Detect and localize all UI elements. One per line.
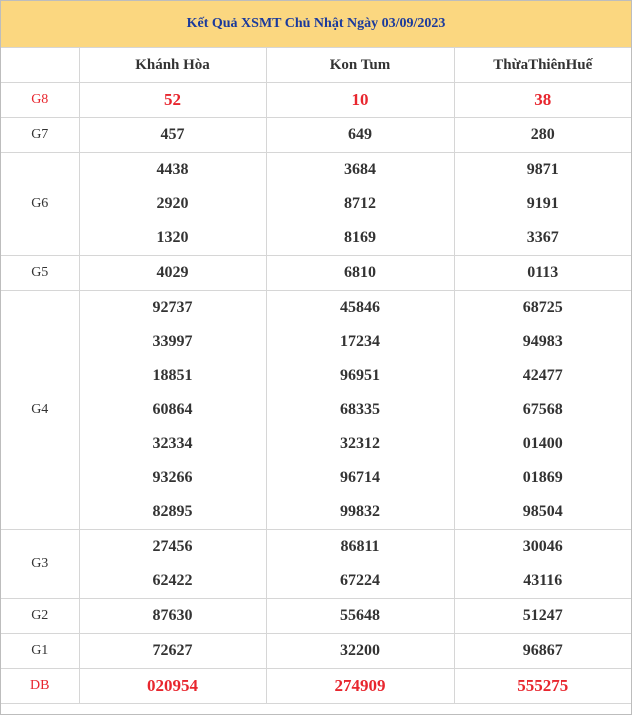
result-number: 1320 bbox=[79, 221, 266, 256]
result-number: 68335 bbox=[266, 393, 454, 427]
result-number: 72627 bbox=[79, 634, 266, 669]
header-row bbox=[1, 48, 631, 83]
result-number: 649 bbox=[266, 118, 454, 153]
prize-row-g3 bbox=[1, 530, 631, 565]
result-number: 457 bbox=[79, 118, 266, 153]
result-number: 99832 bbox=[266, 495, 454, 530]
result-number: 86811 bbox=[266, 530, 454, 565]
result-number: 01400 bbox=[454, 427, 631, 461]
prize-row-g4 bbox=[1, 427, 631, 461]
prize-label-g6: G6 bbox=[1, 153, 79, 256]
prize-row-g4 bbox=[1, 359, 631, 393]
prize-row-g8 bbox=[1, 83, 631, 118]
result-number: 98504 bbox=[454, 495, 631, 530]
result-number: 51247 bbox=[454, 599, 631, 634]
prize-row-g2 bbox=[1, 599, 631, 634]
result-number: 020954 bbox=[79, 669, 266, 704]
result-number: 68725 bbox=[454, 291, 631, 326]
result-number: 92737 bbox=[79, 291, 266, 326]
result-number: 32312 bbox=[266, 427, 454, 461]
prize-row-g4 bbox=[1, 393, 631, 427]
result-number: 8169 bbox=[266, 221, 454, 256]
prize-row-g6 bbox=[1, 187, 631, 221]
result-number: 10 bbox=[266, 83, 454, 118]
result-number: 52 bbox=[79, 83, 266, 118]
prize-row-g6 bbox=[1, 221, 631, 256]
prize-label-g7: G7 bbox=[1, 118, 79, 153]
prize-row-g4 bbox=[1, 495, 631, 530]
result-number: 9871 bbox=[454, 153, 631, 188]
prize-label-g3: G3 bbox=[1, 530, 79, 599]
result-number: 67568 bbox=[454, 393, 631, 427]
result-number: 42477 bbox=[454, 359, 631, 393]
result-number: 2920 bbox=[79, 187, 266, 221]
header-province-khanh-hoa: Khánh Hòa bbox=[79, 48, 266, 83]
prize-row-g4 bbox=[1, 325, 631, 359]
result-number: 82895 bbox=[79, 495, 266, 530]
result-number: 18851 bbox=[79, 359, 266, 393]
result-number: 30046 bbox=[454, 530, 631, 565]
result-number: 55648 bbox=[266, 599, 454, 634]
result-number: 17234 bbox=[266, 325, 454, 359]
result-number: 01869 bbox=[454, 461, 631, 495]
prize-label-g8: G8 bbox=[1, 83, 79, 118]
result-number: 94983 bbox=[454, 325, 631, 359]
prize-row-g4 bbox=[1, 461, 631, 495]
result-number: 33997 bbox=[79, 325, 266, 359]
result-number: 38 bbox=[454, 83, 631, 118]
prize-label-g2: G2 bbox=[1, 599, 79, 634]
prize-label-g5: G5 bbox=[1, 256, 79, 291]
result-number: 32334 bbox=[79, 427, 266, 461]
result-number: 274909 bbox=[266, 669, 454, 704]
result-number: 60864 bbox=[79, 393, 266, 427]
header-province-thua-thien-hue: ThừaThiênHuế bbox=[454, 48, 631, 83]
prize-label-g1: G1 bbox=[1, 634, 79, 669]
result-number: 0113 bbox=[454, 256, 631, 291]
page-title: Kết Quả XSMT Chủ Nhật Ngày 03/09/2023 bbox=[1, 1, 631, 48]
result-number: 96951 bbox=[266, 359, 454, 393]
prize-row-db bbox=[1, 669, 631, 704]
header-prize-cell bbox=[1, 48, 79, 83]
prize-row-g4 bbox=[1, 291, 631, 326]
result-number: 96714 bbox=[266, 461, 454, 495]
result-number: 4029 bbox=[79, 256, 266, 291]
result-number: 67224 bbox=[266, 564, 454, 599]
result-number: 43116 bbox=[454, 564, 631, 599]
prize-row-g5 bbox=[1, 256, 631, 291]
result-number: 4438 bbox=[79, 153, 266, 188]
prize-row-g6 bbox=[1, 153, 631, 188]
result-number: 96867 bbox=[454, 634, 631, 669]
prize-row-g7 bbox=[1, 118, 631, 153]
result-number: 555275 bbox=[454, 669, 631, 704]
prize-row-g1 bbox=[1, 634, 631, 669]
result-number: 62422 bbox=[79, 564, 266, 599]
header-province-kon-tum: Kon Tum bbox=[266, 48, 454, 83]
result-number: 3684 bbox=[266, 153, 454, 188]
result-number: 32200 bbox=[266, 634, 454, 669]
result-number: 8712 bbox=[266, 187, 454, 221]
result-number: 3367 bbox=[454, 221, 631, 256]
prize-label-db: DB bbox=[1, 669, 79, 704]
prize-row-g3 bbox=[1, 564, 631, 599]
result-number: 6810 bbox=[266, 256, 454, 291]
result-number: 87630 bbox=[79, 599, 266, 634]
result-number: 280 bbox=[454, 118, 631, 153]
prize-label-g4: G4 bbox=[1, 291, 79, 530]
results-table bbox=[1, 48, 631, 704]
result-number: 27456 bbox=[79, 530, 266, 565]
result-number: 45846 bbox=[266, 291, 454, 326]
result-number: 9191 bbox=[454, 187, 631, 221]
result-number: 93266 bbox=[79, 461, 266, 495]
